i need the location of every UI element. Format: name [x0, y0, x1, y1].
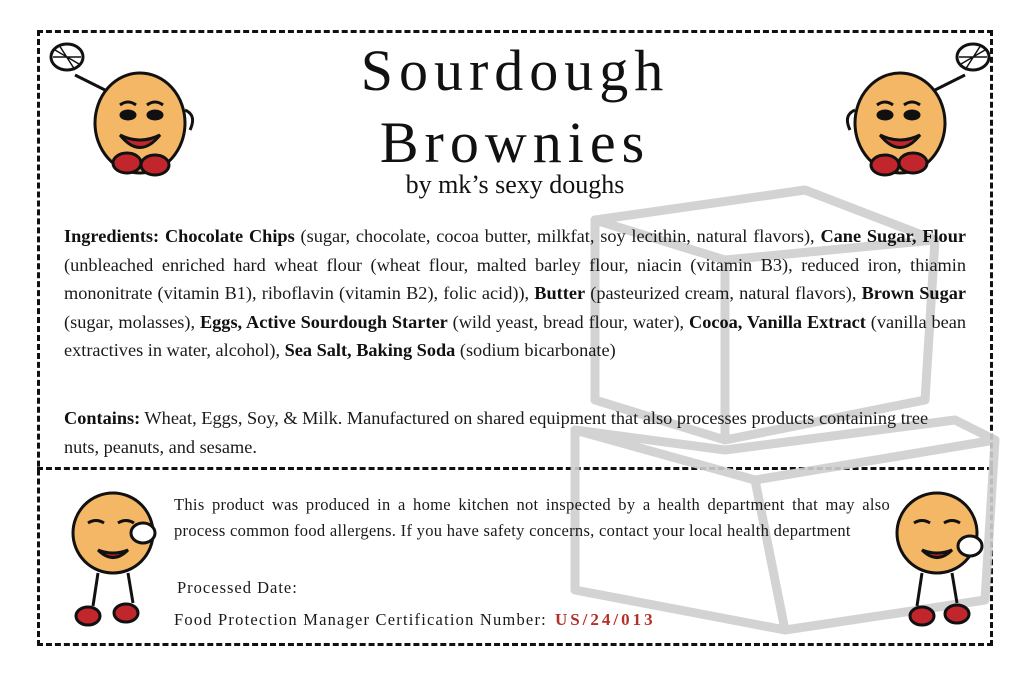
ingredient-name: Sea Salt, Baking Soda: [284, 340, 456, 361]
ingredient-detail: (sugar, chocolate, cocoa butter, milkfat, soy lecithin, natural flavors),: [294, 226, 821, 246]
certification-label: Food Protection Manager Certification Number:: [174, 610, 547, 629]
ingredient-detail: (pasteurized cream, natural flavors),: [585, 283, 862, 304]
brand-byline: by mk’s sexy doughs: [405, 170, 625, 199]
mascot-bottom-right-icon: [882, 488, 992, 636]
processed-date-label: Processed Date:: [177, 578, 298, 597]
contains-text: Wheat, Eggs, Soy, & Milk. Manufactured on shared equipment that also processes products containing tree nuts, peanuts, and sesame.: [64, 408, 929, 457]
contains-heading: Contains:: [64, 408, 141, 428]
mascot-bottom-left-icon: [58, 488, 168, 636]
product-title-line2: Brownies: [379, 110, 651, 175]
ingredients-heading: Ingredients:: [64, 226, 160, 246]
ingredient-detail: (sugar, molasses),: [64, 311, 200, 332]
ingredients-statement: [64, 222, 966, 365]
certification-number: US/24/013: [554, 610, 656, 629]
ingredient-name: Eggs, Active Sourdough Starter: [199, 311, 448, 332]
ingredient-detail: (sodium bicarbonate): [455, 340, 616, 361]
ingredient-detail: (unbleached enriched hard wheat flour (wheat flour, malted barley flour, niacin (vitamin B3), reduced iron, thiamin mononitrate (vitamin B1), riboflavin (vitamin B2), folic acid)),: [64, 254, 966, 304]
ingredient-name: Chocolate Chips: [164, 226, 295, 246]
certification-line: [174, 610, 656, 630]
product-title-line1: Sourdough: [360, 38, 670, 103]
ingredient-detail: (wild yeast, bread flour, water),: [447, 311, 689, 332]
mascot-top-left-icon: [45, 35, 195, 185]
ingredient-name: Butter: [534, 283, 586, 304]
allergen-statement: [64, 404, 966, 461]
ingredient-name: Cocoa, Vanilla Extract: [689, 311, 866, 332]
cottage-food-disclaimer: This product was produced in a home kitchen not inspected by a health department that may also process common food allergens. If you have safety concerns, contact your local health department: [174, 495, 890, 540]
ingredient-detail: (vanilla bean extractives in water, alcohol),: [64, 311, 966, 361]
ingredient-name: Cane Sugar, Flour: [820, 226, 966, 246]
ingredient-name: Brown Sugar: [861, 283, 966, 304]
mascot-top-right-icon: [845, 35, 995, 185]
